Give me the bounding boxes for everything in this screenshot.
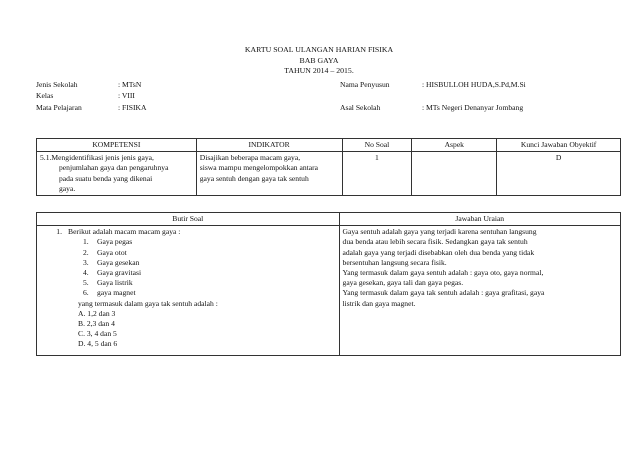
document-title: KARTU SOAL ULANGAN HARIAN FISIKA bbox=[244, 45, 394, 54]
no-soal-cell: 1 bbox=[342, 152, 412, 196]
jawaban-line: Gaya sentuh adalah gaya yang terjadi karena sentuhan langsung bbox=[342, 227, 537, 237]
indikator-line: siswa mampu mengelompokkan antara bbox=[199, 163, 319, 173]
header-aspek: Aspek bbox=[412, 139, 497, 152]
jawaban-line: bersentuhan langsung secara fisik. bbox=[342, 257, 447, 267]
jawaban-line: gaya gesekan, gaya tali dan gaya pegas. bbox=[342, 278, 464, 288]
kompetensi-cell bbox=[37, 152, 197, 196]
kompetensi-table bbox=[36, 138, 621, 196]
item-text: gaya magnet bbox=[97, 288, 136, 298]
item-number: 5. bbox=[83, 278, 89, 288]
aspek-cell bbox=[412, 152, 497, 196]
item-text: Gaya pegas bbox=[97, 237, 133, 247]
item-number: 4. bbox=[83, 268, 89, 278]
kunci-cell: D bbox=[497, 152, 621, 196]
item-text: Gaya gesekan bbox=[97, 257, 140, 267]
list-item bbox=[40, 248, 336, 258]
answer-option: C. 3, 4 dan 5 bbox=[78, 329, 117, 339]
meta-value: : FISIKA bbox=[118, 102, 147, 112]
butir-soal-cell bbox=[37, 226, 340, 356]
question-tail: yang termasuk dalam gaya tak sentuh adalah : bbox=[78, 298, 218, 308]
indikator-line: gaya sentuh dengan gaya tak sentuh bbox=[199, 173, 309, 183]
header-no-soal: No Soal bbox=[342, 139, 412, 152]
jawaban-line: adalah gaya yang terjadi disebabkan oleh dua benda yang tidak bbox=[342, 247, 535, 257]
meta-label: Mata Pelajaran bbox=[36, 102, 82, 112]
item-text: Gaya otot bbox=[97, 247, 127, 257]
document-subtitle: BAB GAYA bbox=[299, 55, 339, 65]
meta-label bbox=[340, 90, 422, 101]
jawaban-line: Yang termasuk dalam gaya tak sentuh adalah : gaya grafitasi, gaya bbox=[342, 288, 545, 298]
jawaban-uraian-cell bbox=[339, 226, 620, 356]
header-jawaban-uraian: Jawaban Uraian bbox=[339, 213, 620, 226]
item-number: 6. bbox=[83, 288, 89, 298]
header-indikator: INDIKATOR bbox=[196, 139, 342, 152]
jawaban-line: Yang termasuk dalam gaya sentuh adalah : gaya oto, gaya normal, bbox=[342, 268, 544, 278]
meta-row bbox=[36, 79, 146, 90]
item-number: 1. bbox=[83, 237, 89, 247]
jawaban-line: dua benda atau lebih secara fisik. Sedangkan gaya tak sentuh bbox=[342, 237, 528, 247]
meta-row bbox=[36, 102, 146, 113]
table-row bbox=[37, 152, 621, 196]
meta-label: Nama Penyusun bbox=[340, 80, 390, 89]
meta-left bbox=[36, 79, 146, 113]
soal-table bbox=[36, 212, 621, 356]
document-year: TAHUN 2014 – 2015. bbox=[284, 66, 354, 75]
meta-right bbox=[340, 79, 526, 113]
table-row bbox=[37, 226, 621, 356]
header-kunci: Kunci Jawaban Obyektif bbox=[497, 139, 621, 152]
list-item bbox=[40, 278, 336, 288]
meta-row bbox=[36, 90, 146, 101]
answer-option: A. 1,2 dan 3 bbox=[78, 308, 116, 318]
list-item bbox=[40, 237, 336, 247]
list-item bbox=[40, 288, 336, 298]
document-header bbox=[0, 45, 638, 77]
header-butir-soal: Butir Soal bbox=[37, 213, 340, 226]
meta-value: : MTs Negeri Denanyar Jombang bbox=[422, 102, 524, 112]
table-header-row bbox=[37, 139, 621, 152]
answer-option: D. 4, 5 dan 6 bbox=[78, 339, 118, 349]
kompetensi-line: pada suatu benda yang dikenai bbox=[59, 173, 153, 183]
indikator-line: Disajikan beberapa macam gaya, bbox=[199, 153, 301, 163]
jawaban-line: listrik dan gaya magnet. bbox=[342, 298, 416, 308]
item-text: Gaya gravitasi bbox=[97, 268, 142, 278]
meta-value: : VIII bbox=[118, 91, 135, 101]
meta-row-empty bbox=[340, 90, 526, 101]
meta-row bbox=[340, 79, 526, 90]
meta-label: Kelas bbox=[36, 91, 54, 101]
meta-label: Jenis Sekolah bbox=[36, 80, 78, 89]
list-item bbox=[40, 268, 336, 278]
question-text: Berikut adalah macam macam gaya : bbox=[68, 227, 181, 237]
item-number: 3. bbox=[83, 257, 89, 267]
answer-option: B. 2,3 dan 4 bbox=[78, 319, 115, 329]
kompetensi-number: 5.1. bbox=[40, 153, 52, 163]
question-number: 1. bbox=[56, 227, 62, 237]
meta-row bbox=[340, 102, 526, 113]
list-item bbox=[40, 258, 336, 268]
meta-value: : HISBULLOH HUDA,S.Pd,M.Si bbox=[422, 80, 526, 89]
question-line bbox=[40, 227, 336, 237]
kompetensi-line: gaya. bbox=[59, 183, 76, 193]
meta-label: Asal Sekolah bbox=[340, 102, 381, 112]
table-header-row bbox=[37, 213, 621, 226]
header-kompetensi: KOMPETENSI bbox=[37, 139, 197, 152]
kompetensi-line: penjumlahan gaya dan pengaruhnya bbox=[59, 163, 169, 173]
item-text: Gaya listrik bbox=[97, 278, 133, 288]
meta-value: : MTsN bbox=[118, 80, 142, 89]
item-number: 2. bbox=[83, 247, 89, 257]
kompetensi-line: Mengidentifikasi jenis jenis gaya, bbox=[51, 153, 154, 163]
indikator-cell bbox=[196, 152, 342, 196]
